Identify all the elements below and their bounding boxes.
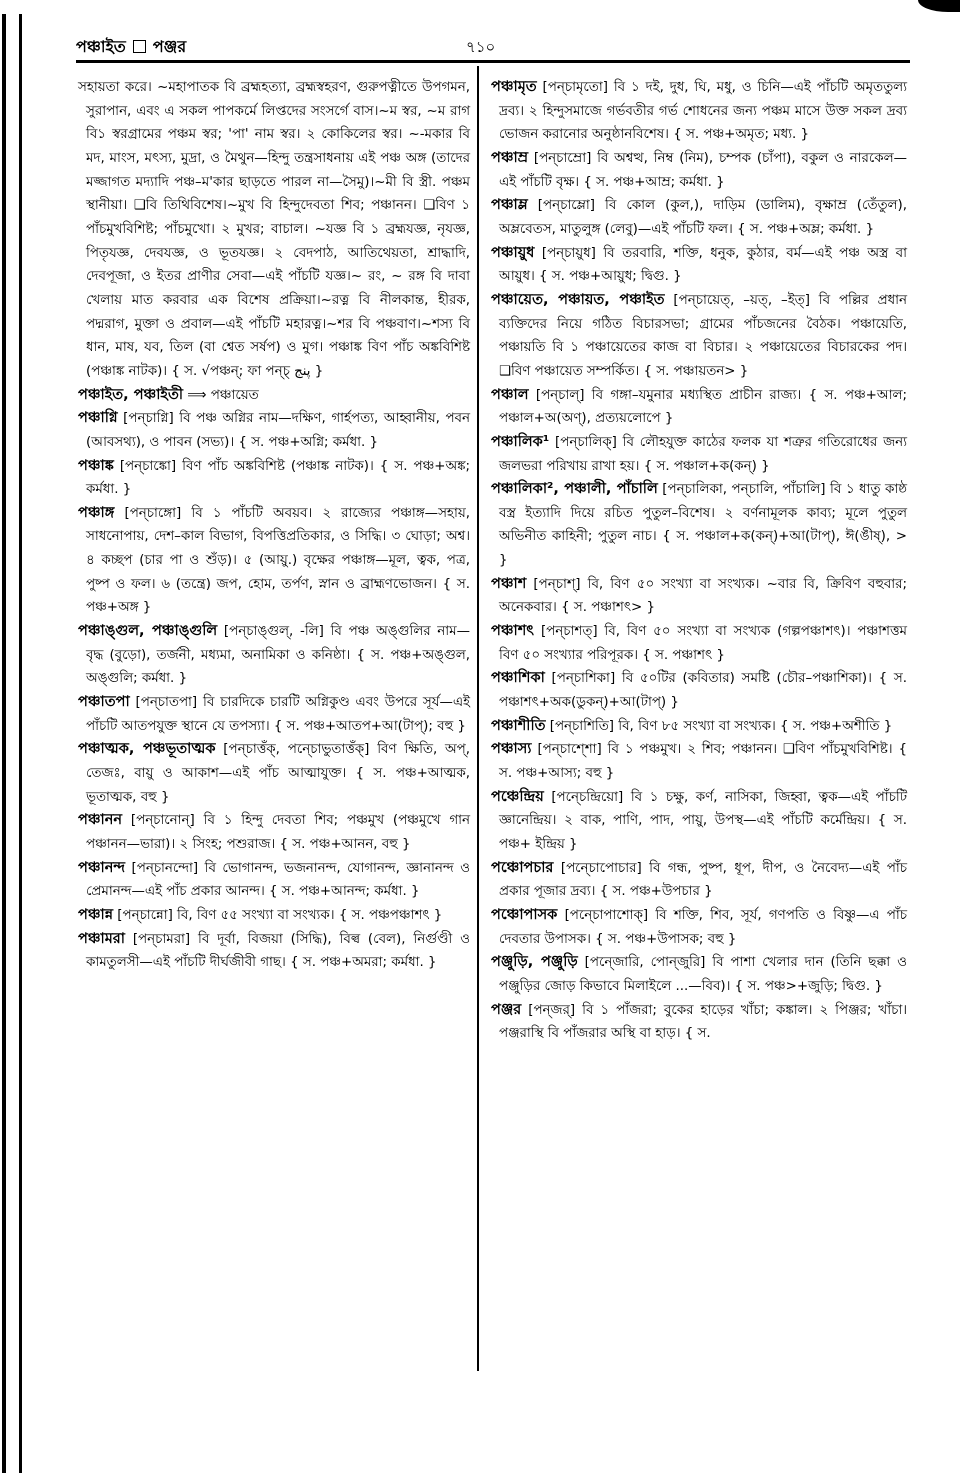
dictionary-entry: পঞ্চাতপা [পন্চাতপা] বি চারদিকে চারটি অগ্নিকুণ্ড এবং উপরে সূর্য—এই পাঁচটি আতপযুক্ত স্থানে যে তপস্যা। { স. পঞ্চ+আতপ+আ(টাপ্); বহু } (78, 694, 470, 734)
dictionary-entry: পঞ্চাশৎ [পন্চাশত্] বি, বিণ ৫০ সংখ্যা বা সংখ্যক (গল্পপঞ্চাশৎ)। পঞ্চাশত্তম বিণ ৫০ সংখ্যার পরিপূরক। { স. পঞ্চাশৎ } (491, 623, 907, 663)
dictionary-entry: পঞ্চাস্য [পন্চাশ্শো] বি ১ পঞ্চমুখ। ২ শিব; পঞ্চানন। ❑বিণ পাঁচমুখবিশিষ্ট। { স. পঞ্চ+আস্য; বহু } (491, 741, 907, 782)
dictionary-entry: পঞ্চাশীতি [পন্চাশিতি] বি, বিণ ৮৫ সংখ্যা বা সংখ্যক। { স. পঞ্চ+অশীতি } (491, 717, 893, 734)
headword: পঞ্চাস্য (491, 741, 532, 758)
headword: পঞ্চেন্দ্রিয় (491, 788, 544, 805)
dictionary-entry: সহায়তা করে। ~মহাপাতক বি ব্রহ্মহত্যা, ব্রহ্মস্বহরণ, গুরুপত্নীতে উপগমন, সুরাপান, এবং এ সকল পাপকর্মে লিপ্তদের সংসর্গে বাস।~ম স্বর, ~ম রাগ বি১ স্বরগ্রামের পঞ্চম স্বর; 'পা' নাম স্বর। ২ কোকিলের স্বর। ~-মকার বি মদ, মাংস, মৎস্য, মুদ্রা, ও মৈথুন—হিন্দু তন্ত্রসাধনায় এই পঞ্চ অঙ্গ (তাদের মজ্জাগত মদ্যাদি পঞ্চ–ম'কার ছাড়তে পারল না—সৈমু)।~মী বি স্ত্রী. পঞ্চম স্থানীয়া। ❑বি তিথিবিশেষ।~মুখ বি হিন্দুদেবতা শিব; পঞ্চানন। ❑বিণ ১ পাঁচমুখবিশিষ্ট; পাঁচমুখো। ২ মুখর; বাচাল। ~যজ্ঞ বি ১ ব্রহ্মযজ্ঞ, নৃযজ্ঞ, পিতৃযজ্ঞ, দেবযজ্ঞ, ও ভূতযজ্ঞ। ২ বেদপাঠ, আতিথেয়তা, শ্রাদ্ধাদি, দেবপূজা, ও ইতর প্রাণীর সেবা—এই পাঁচটি যজ্ঞ।~ রং, ~ রঙ্গ বি দাবা খেলায় মাত করবার এক বিশেষ প্রক্রিয়া।~রত্ন বি নীলকান্ত, হীরক, পদ্মরাগ, মুক্তা ও প্রবাল—এই পাঁচটি মহারত্ন।~শর বি পঞ্চবাণ।~শস্য বি ধান, মাষ, যব, তিল (বা শ্বেত সর্ষপ) ও মুগ। পঞ্চাঙ্ক বিণ পাঁচ অঙ্কবিশিষ্ট (পঞ্চাঙ্ক নাটক)। { স. √পঞ্চন্; ফা পন্চ্ پنج } (78, 80, 470, 379)
dictionary-entry: পঞ্চানন্দ [পন্চানন্দো] বি ভোগানন্দ, ভজনানন্দ, যোগানন্দ, জ্ঞানানন্দ ও প্রেমানন্দ—এই পাঁচ প্রকার আনন্দ। { স. পঞ্চ+আনন্দ; কর্মধা. } (78, 859, 470, 900)
guide-word-first: পঞ্চাইত (76, 37, 126, 56)
dictionary-entry: পঞ্চামৃত [পন্চামৃতো] বি ১ দই, দুধ, ঘি, মধু, ও চিনি—এই পাঁচটি অমৃততুল্য দ্রব্য। ২ হিন্দুসমাজে গর্ভবতীর গর্ভ শোধনের জন্য পঞ্চম মাসে উক্ত সকল দ্রব্য ভোজন করানোর অনুষ্ঠানবিশেষ। { স. পঞ্চ+অমৃত; মধ্য. } (491, 79, 907, 143)
guide-words (76, 34, 186, 61)
headword: পঞ্চাম্ল (491, 197, 528, 214)
headword: পঞ্চাগ্নি (78, 410, 118, 427)
headword: পঞ্চাত্মক, পঞ্চভূতাত্মক (78, 741, 216, 758)
headword: পঞ্চায়েত, পঞ্চায়ত, পঞ্চাইত (491, 291, 665, 308)
dictionary-entry: পঞ্চাঙ্ক [পন্চাঙ্কো] বিণ পাঁচ অঙ্কবিশিষ্ট (পঞ্চাঙ্ক নাটক)। { স. পঞ্চ+অঙ্ক; কর্মধা. } (78, 457, 470, 498)
dictionary-entry: পঞ্চাশ [পন্চাশ্] বি, বিণ ৫০ সংখ্যা বা সংখ্যক। ~বার বি, ক্রিবিণ বহুবার; অনেকবার। { স. পঞ্চাশৎ> } (491, 575, 907, 616)
dictionary-entry: পঞ্চাঙ্গ [পন্চাঙ্গো] বি ১ পাঁচটি অবয়ব। ২ রাজ্যের পঞ্চাঙ্গ—সহায়, সাধনোপায়, দেশ–কাল বিভাগ, বিপত্তিপ্রতিকার, ও সিদ্ধি। ৩ ঘোড়া; অশ্ব। ৪ কচ্ছপ (চার পা ও শুঁড়)। ৫ (আয়ু.) বৃক্ষের পঞ্চাঙ্গ—মূল, ত্বক, পত্র, পুষ্প ও ফল। ৬ (তন্ত্রে) জপ, হোম, তর্পণ, স্নান ও ব্রাহ্মণভোজন। { স. পঞ্চ+অঙ্গ } (78, 504, 470, 616)
dictionary-entry: পঞ্চামরা [পন্চামরা] বি দূর্বা, বিজয়া (সিদ্ধি), বিল্ব (বেল), নির্গুণ্ডী ও কামতুলসী—এই পাঁচটি দীর্ঘজীবী গাছ। { স. পঞ্চ+অমরা; কর্মধা. } (78, 930, 470, 971)
dictionary-entry: পঞ্চাশিকা [পন্চাশিকা] বি ৫০টির (কবিতার) সমষ্টি (চৌর–পঞ্চাশিকা)। { স. পঞ্চাশৎ+অক(ডুকন্)+আ(টাপ্) } (491, 670, 907, 711)
dictionary-entry: পঞ্চাঙ্গুল, পঞ্চাঙ্গুলি [পন্চাঙ্গুল্, -লি] বি পঞ্চ অঙ্গুলির নাম—বৃদ্ধ (বুড়ো), তর্জনী, মধ্যমা, অনামিকা ও কনিষ্ঠা। { স. পঞ্চ+অঙ্গুল, অঙ্গুলি; কর্মধা. } (78, 623, 470, 687)
headword: পঞ্চালিকা², পঞ্চালী, পাঁচালি (491, 481, 658, 498)
dictionary-entry: পঞ্চানন [পন্চানোন্] বি ১ হিন্দু দেবতা শিব; পঞ্চমুখ (পঞ্চমুখে গান পঞ্চানন—ভারা)। ২ সিংহ; পশুরাজ। { স. পঞ্চ+আনন, বহু } (78, 812, 470, 852)
headword: পঞ্চাশিকা (491, 670, 545, 687)
dictionary-entry: পঞ্চাম্ল [পন্চাম্লো] বি কোল (কুল,), দাড়িম (ডালিম), বৃক্ষাম্র (তেঁতুল), অম্লবেতস, মাতুলুঙ্গ (লেবু)—এই পাঁচটি ফল। { স. পঞ্চ+অম্ল; কর্মধা. } (491, 197, 907, 237)
headword: পঞ্চাশীতি (491, 717, 546, 734)
headword: পঞ্চাতপা (78, 694, 130, 711)
dictionary-entry: পঞ্চোপচার [পন্চোপোচার] বি গন্ধ, পুষ্প, ধূপ, দীপ, ও নৈবেদ্য—এই পাঁচ প্রকার পূজার দ্রব্য। { স. পঞ্চ+উপচার } (491, 859, 907, 900)
header-rule (76, 60, 910, 63)
scan-smudge (918, 0, 960, 12)
headword: পঞ্চাঙ্ক (78, 457, 114, 474)
headword: পঞ্চাশৎ (491, 623, 535, 640)
headword: পঞ্চাইত, পঞ্চাইতী (78, 386, 183, 403)
headword: পঞ্চাশ (491, 575, 527, 592)
headword: পঞ্চাঙ্গুল, পঞ্চাঙ্গুলি (78, 623, 218, 640)
headword: পঞ্চাম্র (491, 149, 529, 166)
headword: পঞ্চানন্দ (78, 859, 126, 876)
dictionary-entry: পঞ্চায়েত, পঞ্চায়ত, পঞ্চাইত [পন্চায়েত্, –য়ত্, –ইত্] বি পল্লির প্রধান ব্যক্তিদের নিয়ে গঠিত বিচারসভা; গ্রামের পাঁচজনের বৈঠক। পঞ্চায়েতি, পঞ্চায়তি বি ১ পঞ্চায়েতের কাজ বা বিচার। ২ পঞ্চায়েতের বিচারকের পদ। ❑বিণ পঞ্চায়েত সম্পর্কিত। { স. পঞ্চায়তন> } (491, 291, 907, 379)
right-column (491, 76, 907, 1046)
separator-box-icon (133, 40, 146, 53)
column-divider (477, 66, 479, 1371)
dictionary-entry: পঞ্জুড়ি, পঞ্জুড়ি [পন্জোরি, পোন্জুরি] বি পাশা খেলার দান (তিনি ছক্কা ও পঞ্জুড়ির জোড় কিভাবে মিলাইলে ...—বিব)। { স. পঞ্চ>+জুড়ি; দ্বিগু. } (491, 954, 907, 994)
headword: পঞ্চাল (491, 386, 529, 403)
headword: পঞ্চোপাসক (491, 906, 558, 923)
dictionary-entry: পঞ্চায়ুধ [পন্চায়ুধ] বি তরবারি, শক্তি, ধনুক, কুঠার, বর্ম—এই পঞ্চ অস্ত্র বা আয়ুধ। { স. পঞ্চ+আয়ুধ; দ্বিগু. } (491, 244, 907, 285)
headword: পঞ্চামৃত (491, 79, 537, 95)
dictionary-entry: পঞ্চালিক¹ [পন্চালিক্] বি লৌহযুক্ত কাঠের ফলক যা শত্রুর গতিরোধের জন্য জলভরা পরিখায় রাখা হয়। { স. পঞ্চাল+ক(কন্) } (491, 433, 907, 474)
left-column (78, 76, 470, 975)
dictionary-entry: পঞ্চান্ন [পন্চান্নো] বি, বিণ ৫৫ সংখ্যা বা সংখ্যক। { স. পঞ্চপঞ্চাশৎ } (78, 906, 443, 923)
dictionary-entry: পঞ্জর [পন্জর্] বি ১ পাঁজরা; বুকের হাড়ের খাঁচা; কঙ্কাল। ২ পিঞ্জর; খাঁচা। পঞ্জরাস্থি বি পাঁজরার অস্থি বা হাড়। { স. (491, 1001, 907, 1042)
dictionary-entry: পঞ্চাম্র [পন্চাম্রো] বি অশ্বত্থ, নিম্ব (নিম), চম্পক (চাঁপা), বকুল ও নারকেল—এই পাঁচটি বৃক্ষ। { স. পঞ্চ+আম্র; কর্মধা. } (491, 149, 907, 190)
headword: পঞ্চান্ন (78, 906, 113, 923)
headword: পঞ্চাঙ্গ (78, 504, 115, 521)
headword: পঞ্জুড়ি, পঞ্জুড়ি (491, 954, 578, 971)
dictionary-entry: পঞ্চাত্মক, পঞ্চভূতাত্মক [পন্চাত্তঁক্, পন্চোভুতাত্তঁক্] বিণ ক্ষিতি, অপ্, তেজঃ, বায়ু ও আকাশ—এই পাঁচ আত্মাযুক্ত। { স. পঞ্চ+আত্মক, ভূতাত্মক, বহু } (78, 741, 470, 805)
headword: পঞ্চায়ুধ (491, 244, 535, 261)
dictionary-entry: পঞ্চাইত, পঞ্চাইতী ⟹ পঞ্চায়েত (78, 386, 259, 403)
headword: পঞ্চামরা (78, 930, 125, 947)
scan-edge-line (2, 14, 6, 1473)
guide-word-last: পঞ্জর (152, 37, 187, 56)
dictionary-entry: পঞ্চেন্দ্রিয় [পন্চেন্দ্রিয়ো] বি ১ চক্ষু, কর্ণ, নাসিকা, জিহ্বা, ত্বক—এই পাঁচটি জ্ঞানেন্দ্রিয়। ২ বাক, পাণি, পাদ, পায়ু, উপস্থ—এই পাঁচটি কর্মেন্দ্রিয়। { স. পঞ্চ+ ইন্দ্রিয় } (491, 788, 907, 852)
headword: পঞ্চালিক¹ (491, 433, 550, 450)
headword: পঞ্চানন (78, 812, 123, 829)
dictionary-entry: পঞ্চাল [পন্চাল্] বি গঙ্গা–যমুনার মধ্যস্থিত প্রাচীন রাজ্য। { স. পঞ্চ+আল; পঞ্চাল+অ(অণ্), প্রত্যয়লোপে } (491, 386, 907, 427)
scan-edge-line (19, 14, 22, 1473)
dictionary-entry: পঞ্চোপাসক [পন্চোপাশোক্] বি শক্তি, শিব, সূর্য, গণপতি ও বিষ্ণু—এ পাঁচ দেবতার উপাসক। { স. পঞ্চ+উপাসক; বহু } (491, 906, 907, 947)
dictionary-entry: পঞ্চাগ্নি [পন্চাগ্নি] বি পঞ্চ অগ্নির নাম—দক্ষিণ, গার্হপত্য, আহ্বানীয়, পবন (আবসথ্য), ও পাবন (সভ্য)। { স. পঞ্চ+অগ্নি; কর্মধা. } (78, 410, 470, 450)
page-number: ৭১০ (466, 38, 496, 56)
page-header (76, 34, 906, 58)
headword: পঞ্জর (491, 1001, 522, 1018)
dictionary-entry: পঞ্চালিকা², পঞ্চালী, পাঁচালি [পন্চালিকা, পন্চালি, পাঁচালি] বি ১ ধাতু কাষ্ঠ বস্ত্র ইত্যাদি দিয়ে রচিত পুতুল–বিশেষ। ২ বর্ণনামূলক কাব্য; মূলে পুতুল অভিনীত কাহিনী; পুতুল নাচ। { স. পঞ্চাল+ক(কন্)+আ(টাপ্), ঈ(ঙীষ্), > } (491, 481, 907, 569)
headword: পঞ্চোপচার (491, 859, 554, 876)
